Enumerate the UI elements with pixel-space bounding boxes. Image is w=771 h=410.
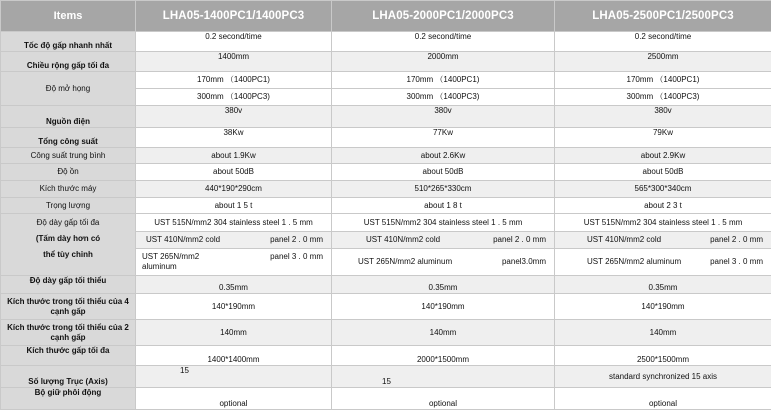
table-cell: 170mm （1400PC1) [136,72,332,89]
model-header-2000: LHA05-2000PC1/2000PC3 [332,1,555,32]
table-cell [555,249,771,276]
row-label: Độ mở họng [1,72,136,106]
table-row [1,181,771,198]
table-row [1,388,771,410]
items-header: Items [1,1,136,32]
table-row [1,128,771,148]
table-row [1,32,771,52]
table-cell: about 50dB [136,164,332,181]
cell-part: panel 3 . 0 mm [270,252,323,262]
table-cell: UST 515N/mm2 304 stainless steel 1 . 5 mm [136,214,332,232]
table-cell: 0.35mm [555,276,771,294]
table-cell: optional [332,388,555,410]
cell-part: UST 265N/mm2 aluminum [587,257,681,267]
label-line: (Tấm dày hơn có [3,234,133,250]
table-row [1,164,771,181]
row-label: Bộ giữ phôi động [1,388,136,410]
table-cell: about 1.9Kw [136,148,332,164]
row-label [1,294,136,320]
table-cell: about 50dB [555,164,771,181]
cell-line: aluminum [142,262,177,271]
table-row [1,346,771,366]
table-cell: 170mm （1400PC1) [555,72,771,89]
label-line: Độ dày gấp tối đa [3,218,133,234]
table-row [1,106,771,128]
label-line: Kích thước trong tối thiểu của 4 [3,297,133,307]
table-cell: about 2 3 t [555,198,771,214]
table-row [1,148,771,164]
table-cell: 2500mm [555,52,771,72]
table-cell: 2000mm [332,52,555,72]
table-cell: 380v [332,106,555,128]
cell-part: UST 410N/mm2 cold [587,235,661,245]
table-cell: about 1 8 t [332,198,555,214]
table-cell: about 1 5 t [136,198,332,214]
table-cell [136,232,332,249]
row-label: Kích thước máy [1,181,136,198]
row-label: Công suất trung bình [1,148,136,164]
table-cell: 140mm [136,320,332,346]
table-cell: 565*300*340cm [555,181,771,198]
table-cell: about 2.9Kw [555,148,771,164]
label-line: cạnh gấp [3,307,133,317]
row-label: Kích thước gấp tối đa [1,346,136,366]
table-cell: 15 [136,366,332,388]
table-row [1,214,771,232]
label-line: Kích thước trong tối thiểu của 2 [3,323,133,333]
table-cell: 2500*1500mm [555,346,771,366]
cell-part: UST 410N/mm2 cold [366,235,440,245]
table-cell: 380v [136,106,332,128]
table-cell: 2000*1500mm [332,346,555,366]
table-cell: UST 515N/mm2 304 stainless steel 1 . 5 mm [555,214,771,232]
table-cell: 300mm （1400PC3) [555,89,771,106]
table-cell: 0.35mm [136,276,332,294]
table-cell [136,249,332,276]
row-label: Độ ồn [1,164,136,181]
table-cell: 79Kw [555,128,771,148]
row-label [1,320,136,346]
table-cell: 140*190mm [332,294,555,320]
table-row [1,320,771,346]
cell-part: panel3.0mm [502,257,546,267]
label-line: cạnh gấp [3,333,133,343]
table-cell: optional [136,388,332,410]
table-cell: about 2.6Kw [332,148,555,164]
table-row [1,52,771,72]
table-cell: 1400*1400mm [136,346,332,366]
row-label: Chiều rộng gấp tối đa [1,52,136,72]
table-cell [332,232,555,249]
table-cell: 0.35mm [332,276,555,294]
label-line: thể tùy chỉnh [3,250,133,260]
table-cell: 0.2 second/time [332,32,555,52]
table-cell: 300mm （1400PC3) [136,89,332,106]
cell-part: UST 265N/mm2 aluminum [358,257,452,267]
table-cell: 510*265*330cm [332,181,555,198]
table-cell: 380v [555,106,771,128]
table-cell: 140*190mm [136,294,332,320]
table-row [1,276,771,294]
table-cell [555,232,771,249]
table-cell: UST 515N/mm2 304 stainless steel 1 . 5 mm [332,214,555,232]
table-cell: 38Kw [136,128,332,148]
table-cell: optional [555,388,771,410]
table-cell: 1400mm [136,52,332,72]
table-cell [332,249,555,276]
table-cell: 15 [332,366,555,388]
model-header-2500: LHA05-2500PC1/2500PC3 [555,1,771,32]
row-label: Tốc độ gấp nhanh nhất [1,32,136,52]
model-header-1400: LHA05-1400PC1/1400PC3 [136,1,332,32]
cell-part [142,252,199,272]
table-cell: 140mm [332,320,555,346]
table-row [1,72,771,89]
table-cell: 140mm [555,320,771,346]
row-label-max-thickness [1,214,136,276]
table-cell: 440*190*290cm [136,181,332,198]
header-row [1,1,771,32]
cell-part: panel 2 . 0 mm [493,235,546,245]
table-cell: 170mm （1400PC1) [332,72,555,89]
cell-part: panel 3 . 0 mm [710,257,763,267]
table-cell: 140*190mm [555,294,771,320]
row-label: Trọng lượng [1,198,136,214]
table-cell: 77Kw [332,128,555,148]
cell-part: panel 2 . 0 mm [710,235,763,245]
cell-line: UST 265N/mm2 [142,252,199,261]
row-label: Độ dày gấp tối thiểu [1,276,136,294]
table-row [1,366,771,388]
row-label: Số lượng Trục (Axis) [1,366,136,388]
cell-part: panel 2 . 0 mm [270,235,323,245]
table-cell: 0.2 second/time [555,32,771,52]
cell-part: UST 410N/mm2 cold [146,235,220,245]
table-row [1,294,771,320]
row-label: Nguồn điện [1,106,136,128]
table-cell: about 50dB [332,164,555,181]
table-row [1,198,771,214]
table-cell: standard synchronized 15 axis [555,366,771,388]
row-label: Tổng công suất [1,128,136,148]
table-cell: 300mm （1400PC3) [332,89,555,106]
table-cell: 0.2 second/time [136,32,332,52]
